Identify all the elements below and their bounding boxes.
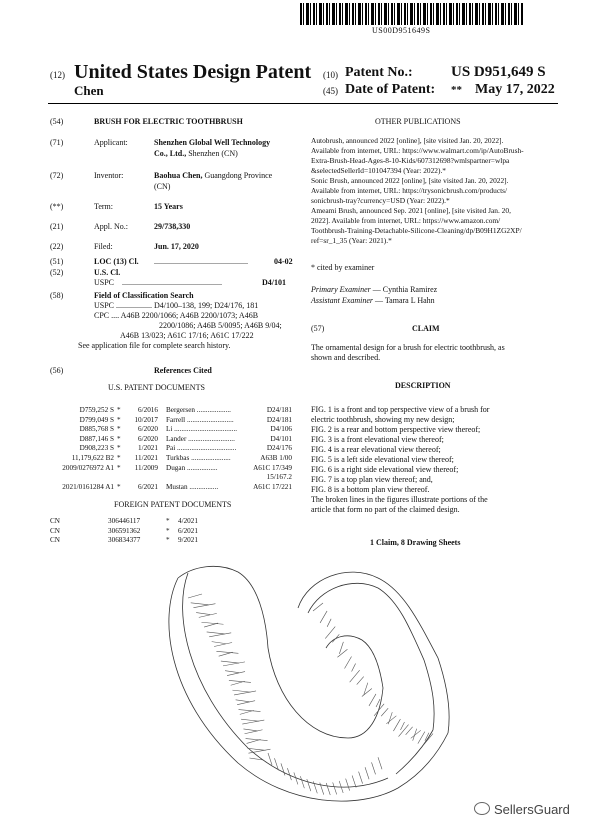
foreign-doc-cell: 4/2021 [178,517,198,525]
us-doc-cell: D759,252 S [79,406,114,414]
bristles [188,594,433,795]
us-doc-cell: 1/2021 [138,444,158,453]
us-doc-cell: Turkbas ...................... [166,454,231,462]
us-doc-cell: Li ................................... [166,425,238,434]
patent-no-label: Patent No.: [345,65,413,80]
field-58-line4: A46B 13/023; A61C 17/16; A61C 17/222 [120,331,254,340]
us-doc-cell: 6/2020 [138,425,158,434]
us-doc-cell: 11,179,622 B2 [71,454,114,462]
us-doc-cell: Dugan ................. [166,463,218,472]
description-line: FIG. 6 is a right side elevational view thereof; [311,465,459,474]
field-58-line5: See application file for complete search history. [78,341,231,350]
other-publication-line: Autobrush, announced 2022 [online], [site visited Jan. 20, 2022]. [311,136,504,145]
foreign-docs-title: FOREIGN PATENT DOCUMENTS [114,500,232,509]
us-doc-cell: * [117,434,121,443]
foreign-doc-cell: CN [50,517,60,525]
field-51: (51) LOC (13) Cl. ............................................... 04-02 [50,257,293,266]
description-line: electric toothbrush, showing my new design; [311,415,455,424]
description-line: article that form no part of the claimed design. [311,505,460,514]
primary-examiner: Primary Examiner — Cynthia Ramirez [311,285,438,294]
us-doc-cell: D24/176 [266,444,292,453]
other-publications-title: OTHER PUBLICATIONS [375,117,461,126]
document-title: United States Design Patent [74,61,312,83]
claim-line-2: shown and described. [311,353,381,362]
us-doc-cell: D4/106 [270,425,292,434]
us-doc-cell: Lander .......................... [166,434,235,443]
field-term: (**) Term: 15 Years [50,202,183,211]
field-52: (52) U.S. Cl. [50,268,121,277]
field-22: (22) Filed: Jun. 17, 2020 [50,242,199,251]
other-publication-line: ref=sr_1_35 (Year: 2021).* [311,236,392,245]
cited-by-examiner: * cited by examiner [311,263,375,272]
us-doc-cell: * [117,444,121,453]
field-72: (72) Inventor: Baohua Chen, Guangdong Province [50,171,273,180]
us-doc-cell: * [117,406,121,414]
description-line: FIG. 8 is a bottom plan view thereof. [311,485,430,494]
other-publication-line: &selectedSellerId=101047394 (Year: 2022).* [311,166,446,175]
inventor-short: Chen [74,83,104,98]
us-doc-cell: D887,146 S [79,434,114,443]
wechat-logo-icon [474,802,490,815]
code-10: (10) [323,70,338,80]
us-doc-cell: Mustan ................ [166,482,219,491]
description-line: FIG. 4 is a rear elevational view thereof; [311,445,441,454]
claim-line-1: The ornamental design for a brush for electric toothbrush, as [311,343,505,352]
description-line: FIG. 7 is a top plan view thereof; and, [311,475,433,484]
field-58-line1: USPC .................. D4/100–138, 199; D24/176, 181 [94,301,259,310]
us-doc-cell: * [117,425,121,434]
us-doc-cell: * [117,454,121,462]
us-doc-cell: 11/2021 [134,454,158,462]
us-doc-cell: Farrell .......................... [166,415,234,424]
field-58-line2: CPC .... A46B 2200/1066; A46B 2200/1073; A46B [94,311,259,320]
other-publication-line: Toothbrush-Training-Detachable-Silicone-Cleaning/dp/B09H1ZG2XP/ [311,226,522,235]
description-line: FIG. 1 is a front and top perspective view of a brush for [311,405,490,414]
us-doc-cell: * [117,463,121,472]
us-doc-cell: A63B 1/00 [260,454,292,462]
foreign-doc-cell: 306446117 [108,517,141,525]
toothbrush-head-drawing [148,548,478,820]
description-line: FIG. 3 is a front elevational view thereof; [311,435,444,444]
us-doc-cell: D4/101 [270,434,292,443]
other-publication-line: Extra-Brush-Head-Ages-8-10-Kids/607312698?wmlspartner=wlpa [311,156,510,165]
assistant-examiner: Assistant Examiner — Tamara L Hahn [311,296,435,305]
claim-code: (57) [311,324,325,333]
field-21: (21) Appl. No.: 29/738,330 [50,222,191,231]
other-publication-line: 2022]. Available from internet, URL: https://www.amazon.com/ [311,216,501,225]
field-71: (71) Applicant: Shenzhen Global Well Technology [50,138,271,147]
us-doc-cell: A61C 17/349 [253,463,292,472]
description-title: DESCRIPTION [395,381,451,390]
patent-number: US D951,649 S [451,64,546,80]
description-line: FIG. 2 is a rear and bottom perspective view thereof; [311,425,481,434]
field-58: (58) Field of Classification Search [50,291,194,300]
us-doc-cell: 6/2020 [138,434,158,443]
other-publication-line: Sonic Brush, announced 2022 [online], [site visited Jan. 20, 2022]. [311,176,509,185]
us-doc-cell: Bergersen ................... [166,406,231,414]
description-line: FIG. 5 is a left side elevational view thereof; [311,455,454,464]
foreign-doc-cell: 306834377 [108,536,141,545]
us-doc-cell: A61C 17/221 [253,482,292,491]
us-doc-cell: 2021/0161284 A1 [62,482,114,491]
code-12: (12) [50,70,65,80]
foreign-doc-cell: * [166,526,170,535]
other-publication-line: Ameami Brush, announced Sep. 2021 [online], [site visited Jan. 20, [311,206,511,215]
us-doc-cell: 10/2017 [134,415,158,424]
us-doc-cell: D908,223 S [79,444,114,453]
foreign-doc-cell: 9/2021 [178,536,198,545]
us-doc-cell: 6/2016 [138,406,158,414]
us-doc-cell: 2009/0276972 A1 [62,463,114,472]
foreign-doc-cell: 6/2021 [178,526,198,535]
us-doc-cell: * [117,482,121,491]
us-doc-cell: D799,049 S [79,415,114,424]
foreign-doc-cell: CN [50,536,60,545]
claim-title: CLAIM [412,324,440,333]
other-publication-line: Available from internet, URL: https://trysonicbrush.com/products/ [311,186,508,195]
barcode-text: US00D951649S [372,26,431,35]
foreign-doc-cell: * [166,517,170,525]
claims-count: 1 Claim, 8 Drawing Sheets [370,538,461,547]
field-56: (56) References Cited [50,366,212,375]
other-publication-line: sonicbrush-tray?currency=USD (Year: 2022).* [311,196,450,205]
field-54: (54) BRUSH FOR ELECTRIC TOOTHBRUSH [50,117,243,126]
us-doc-cell: * [117,415,121,424]
date-stars: ** [451,84,462,96]
us-doc-cell: D24/181 [266,415,292,424]
field-72-line2: (CN) [154,182,171,191]
patent-date: May 17, 2022 [475,82,555,97]
us-doc-cell: D885,768 S [79,425,114,434]
header-divider [48,103,558,104]
date-label: Date of Patent: [345,82,436,97]
field-58-line3: 2200/1086; A46B 5/0095; A46B 9/04; [159,321,282,330]
foreign-doc-cell: 306591362 [108,526,141,535]
barcode [300,3,524,25]
us-doc-cell: 15/167.2 [266,473,292,482]
foreign-doc-cell: CN [50,526,60,535]
us-doc-cell: Pai ................................. [166,444,237,453]
us-doc-cell: 6/2021 [138,482,158,491]
us-doc-cell: D24/181 [266,406,292,414]
description-line: The broken lines in the figures illustrate portions of the [311,495,488,504]
field-71-line2: Co., Ltd., Shenzhen (CN) [154,149,238,158]
field-52-uspc: USPC .................................................. D4/101 [94,278,286,287]
code-45: (45) [323,86,338,96]
us-doc-cell: 11/2009 [134,463,158,472]
foreign-doc-cell: * [166,536,170,545]
watermark: SellersGuard [474,802,570,817]
us-docs-title: U.S. PATENT DOCUMENTS [108,383,205,392]
other-publication-line: Available from internet, URL: https://www.walmart.com/ip/AutoBrush- [311,146,524,155]
